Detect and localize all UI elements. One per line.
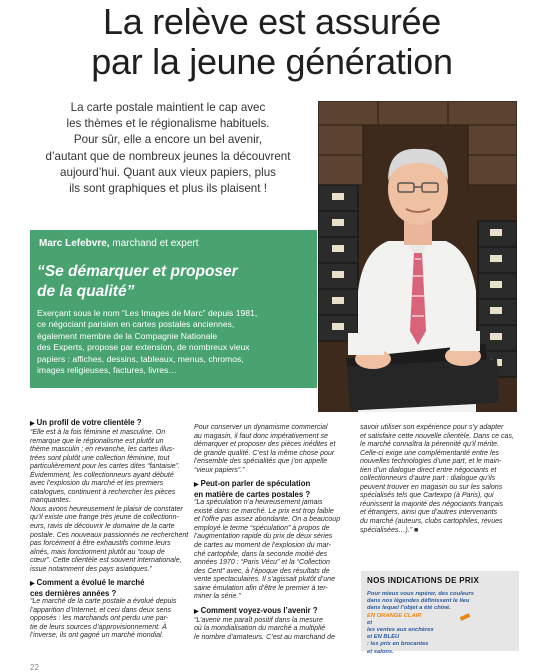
intro-line: La carte postale maintient le cap avec	[70, 101, 266, 114]
text-line: démarquer et proposer des pièces inédites et	[194, 441, 336, 449]
text-line: du marché (auteurs, clubs cartophiles, revues	[360, 518, 503, 526]
text-line: spécialisés tels que Cartexpo (à Paris), qui	[360, 492, 494, 500]
text-line: savoir utiliser son expérience pour s’y adapter	[360, 424, 504, 431]
text-line: où la mondialisation du marché a multiplié	[194, 625, 326, 633]
text-line: aînés, mais fonctionnent plutôt au “coup de	[30, 548, 165, 556]
intro-line: les thèmes et le régionalisme habituels.	[66, 117, 270, 131]
text-line: Évidemment, les collectionneurs ayant débuté	[30, 471, 174, 479]
portrait-photo	[318, 101, 517, 412]
headline-line-1: La relève est assurée	[103, 1, 441, 42]
text-line: opposés : les marchands ont perdu une par-	[30, 615, 169, 623]
text-line: au magasin, il faut donc impérativement se	[194, 432, 328, 440]
text-line: Celle-ci exige une complémentarité entre les	[360, 449, 500, 457]
bio-line: ce négociant parisien en cartes postales anciennes,	[37, 319, 235, 330]
text-line: employé le terme “spéculation” à propos de	[194, 524, 330, 532]
orange-label: EN ORANGE CLAIR	[367, 612, 422, 619]
expert-role: marchand et expert	[109, 238, 199, 249]
text-line: miner la série.”	[194, 593, 241, 601]
question-text: Peut-on parler de spéculation	[200, 479, 311, 489]
text-line: l’augmentation rapide du prix de deux séries	[194, 533, 333, 541]
expert-card	[30, 230, 317, 388]
price-box-title: NOS INDICATIONS DE PRIX	[367, 576, 480, 585]
question-heading: ▶ Comment a évolué le marché	[30, 578, 145, 588]
page-number: 22	[30, 663, 39, 672]
text-line: l’ensemble des spécialités que j’on appelle	[194, 458, 328, 466]
question-heading: ▶ Un profil de votre clientèle ?	[30, 418, 142, 427]
text-line: des Cent” avec, à l’époque des résultats de	[194, 567, 330, 575]
page-headline	[0, 2, 544, 82]
text-line: thème masculin ; en revanche, les cartes illus-	[30, 446, 175, 454]
text-line: existé dans ce marché. Le prix est trop faible	[194, 507, 334, 515]
question-text: Comment a évolué le marché	[36, 578, 145, 588]
price-indications-box	[361, 571, 519, 655]
text-line: cœur”. Cette clientèle est souvent internationale,	[30, 557, 182, 565]
text-line: l’inverse, ils ont gagné un marché mondial.	[30, 632, 164, 640]
text-line: l’apparition d’Internet, et ceci dans deux sens	[30, 606, 172, 614]
quote-line: de la qualité”	[37, 283, 135, 300]
intro-line: d’autant que de nombreux jeunes la découvrent	[45, 149, 291, 163]
question-text: ces dernières années ?	[30, 589, 117, 599]
text-line: saine émulation afin d’être le premier à ter-	[194, 584, 328, 592]
text-line: pas forcément à être exhaustifs comme leurs	[30, 540, 171, 548]
question-heading: ▶ Comment voyez-vous l’avenir ?	[194, 605, 318, 615]
article-column-3	[360, 424, 520, 535]
text-line: remarque que le régionalisme est plutôt un	[30, 437, 164, 445]
text-line: “vieux papiers”.”	[194, 466, 245, 474]
blue-suffix: : les prix en brocantes	[367, 641, 429, 648]
text-line: peuvent trouver en magasin ou sur les salons	[360, 483, 503, 491]
text-line: postale. Ces nouveaux passionnés ne recherchent	[30, 531, 189, 539]
question-text: Un profil de votre clientèle ?	[36, 418, 142, 427]
intro-line: aujourd’hui. Quant aux vieux papiers, plus	[60, 165, 276, 179]
expert-bio	[37, 308, 309, 376]
quote-line: “Se démarquer et proposer	[37, 263, 238, 280]
text-line: nouvelles technologies d’une part, et le main-	[360, 458, 502, 466]
text-line: ché cartophile, dans la seconde moitié des	[194, 550, 328, 558]
text-line: le marché connaîtra la pérennité qu’il mérite.	[360, 441, 500, 449]
text-line: avec l’explosion du marché et les premiers	[30, 480, 164, 488]
text-line: qu’il existe une frange très jeune de collectionn-	[30, 514, 179, 522]
intro-line: ils sont graphiques et plus ils plaisent !	[69, 182, 267, 196]
text-line: spécialisées…).” ■	[360, 526, 419, 534]
price-box-blue-line	[367, 634, 517, 648]
expert-name: Marc Lefebvre,	[39, 238, 110, 249]
text-line: le nombre d’amateurs. C’est au marchand de	[194, 633, 336, 641]
expert-quote	[37, 262, 307, 302]
orange-suffix: et	[367, 619, 373, 626]
text-line: eurs, ravis de découvrir le domaine de la carte	[30, 523, 175, 531]
text-line: tien d’un dialogue direct entre négociants et	[360, 466, 497, 474]
text-line: de grande qualité. C’est la même chose pour	[194, 449, 335, 457]
price-box-line: les ventes aux enchères	[367, 627, 434, 634]
price-box-orange-line	[367, 613, 517, 627]
text-line: et satisfaire cette nouvelle clientèle. Dans ce cas,	[360, 432, 514, 440]
blue-label: et EN BLEU	[367, 634, 400, 641]
text-line: vente spectaculaires. Il s’agissait plutôt d’une	[194, 576, 336, 584]
orange-pencil-icon	[459, 612, 473, 622]
price-box-line: dans nos légendes définissent le lieu	[367, 598, 470, 605]
price-box-line: et salons.	[367, 648, 394, 655]
text-line: et étrangers, ainsi que d’autres intervenants	[360, 509, 498, 517]
question-text: Comment voyez-vous l’avenir ?	[200, 605, 318, 615]
price-box-line: dans lequel l’objet a été chiné.	[367, 605, 451, 612]
headline-line-2: par la jeune génération	[91, 41, 453, 82]
text-line: Pour conserver un dynamisme commercial	[194, 424, 328, 431]
bio-line: papiers : affiches, dessins, tableaux, menus, chromos,	[37, 353, 244, 364]
expert-byline	[39, 238, 199, 249]
portrait-illustration	[318, 101, 517, 412]
text-line: “Le marché de la carte postale a évolué depuis	[30, 598, 177, 606]
question-text: en matière de cartes postales ?	[194, 490, 311, 500]
text-line: tie de leurs sources d’approvisionnement. À	[30, 623, 167, 631]
intro-line: Pour sûr, elle a encore un bel avenir,	[73, 133, 263, 147]
article-column-2	[194, 424, 354, 642]
text-line: réunissent la majorité des négociants français	[360, 500, 503, 508]
text-line: manquantes.	[30, 497, 71, 505]
text-line: années 1970 : “Paris Vécu” et la “Collection	[194, 559, 330, 567]
bio-line: images religieuses, factures, livres…	[37, 365, 177, 376]
price-box-text	[367, 591, 517, 656]
text-line: “La spéculation n’a heureusement jamais	[194, 499, 323, 507]
text-line: “L’avenir me paraît positif dans la mesure	[194, 616, 323, 624]
text-line: et l’offre pas assez abondante. On a beaucoup	[194, 516, 341, 524]
text-line: de cartes au moment de l’explosion du mar-	[194, 542, 331, 550]
price-box-line: Pour mieux vous repérer, des couleurs	[367, 591, 474, 597]
text-line: particulièrement pour les cartes dites “fantaisie”.	[30, 463, 181, 471]
bio-line: des Experts, propose par extension, de nombreux vieux	[37, 342, 250, 353]
article-column-1	[30, 418, 187, 641]
text-line: “Elle est à la fois féminine et masculine. On	[30, 429, 166, 436]
intro-paragraph	[22, 100, 314, 197]
text-line: Nous avons heureusement le plaisir de constater	[30, 505, 183, 513]
bio-line: également membre de la Compagnie Nationale	[37, 330, 218, 341]
text-line: trées sont plutôt une collection féminine, tout	[30, 454, 170, 462]
question-heading: ▶ Peut-on parler de spéculation	[194, 479, 311, 489]
text-line: issue notamment des pays asiatiques.”	[30, 565, 152, 573]
bio-line: Exerçant sous le nom “Les Images de Marc” depuis 1981,	[37, 308, 258, 318]
text-line: collectionneurs d’autre part : dialogue qu’ils	[360, 475, 496, 483]
text-line: catalogues, continuent à rechercher les pièces	[30, 488, 176, 496]
